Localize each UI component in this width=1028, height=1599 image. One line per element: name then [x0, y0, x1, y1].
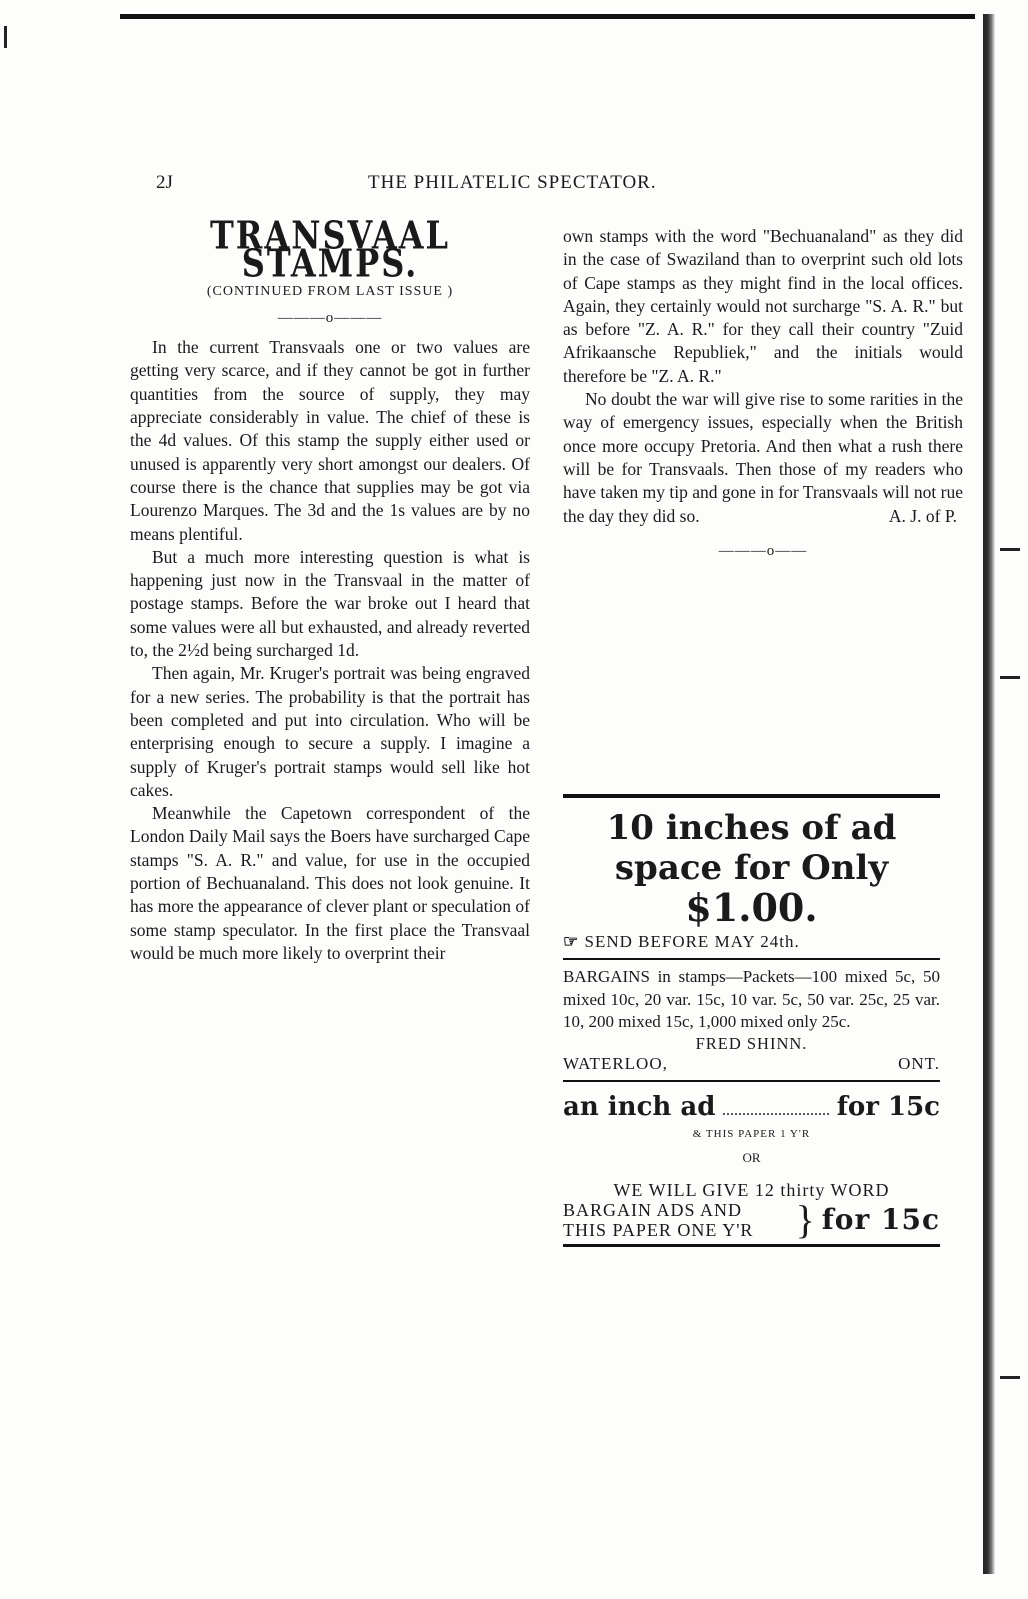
inch-ad-offer [563, 1092, 940, 1122]
ad-headline-line: space for Only [614, 848, 889, 888]
will-give-line: THIS PAPER ONE Y'R [563, 1219, 754, 1240]
paragraph: But a much more interesting question is what is happening just now in the Transvaal in the matter of postage stamps. Before the war broke out I heard that some values were all but exhausted, and already reverted to, the 2½d being surcharged 1d. [130, 546, 530, 661]
running-title: THE PHILATELIC SPECTATOR. [368, 172, 657, 193]
bargains-ad: BARGAINS in stamps—Packets—100 mixed 5c, 50 mixed 10c, 20 var. 15c, 10 var. 5c, 50 var. 25c, 25 var. 10, 200 mixed 15c, 1,000 mixed only 25c. [563, 967, 940, 1031]
brace-glyph: } [795, 1196, 816, 1242]
signature: A. J. of P. [888, 505, 957, 526]
top-rule [120, 14, 975, 19]
paragraph: In the current Transvaals one or two values are getting very scarce, and if they cannot be got in further quantities from the source of supply, they may appreciate considerably in value. The chief of these is the 4d values. Of this stamp the supply either used or unused is apparently very short amongst our dealers. Of course there is the chance that supplies may be got via Lourenzo Marques. The 3d and the 1s values are by no means plentiful. [130, 337, 530, 544]
right-column [563, 225, 963, 569]
ad-headline [563, 808, 940, 928]
article-subtitle: (CONTINUED FROM LAST ISSUE ) [206, 283, 454, 299]
paragraph-continued: own stamps with the word "Bechuanaland" as they did in the case of Swaziland than to overprint such old lots of Cape stamps as they might find in the local offices. Again, they certainly would not surcharge "S. A. R." but as before "Z. A. R." for they call their country "Zuid Afrikaansche Republiek," and the initials would therefore be "Z. A. R." [563, 226, 963, 386]
province: ONT. [898, 1053, 940, 1073]
paragraph: No doubt the war will give rise to some rarities in the way of emergency issues, especially when the British once more occupy Pretoria. And then what a rush there will be for Transvaals. Then those of my readers who have taken my tip and gone in for Transvaals will not rue the day they did so. [563, 389, 963, 526]
divider-top: ———o——— [277, 309, 383, 326]
page-number: 2J [156, 172, 173, 193]
divider-bottom: ———o—— [718, 543, 808, 560]
edge-mark [1000, 1376, 1020, 1379]
margin-mark [4, 26, 7, 48]
or-separator: OR [742, 1149, 761, 1165]
ad-headline-line: 10 inches of ad [606, 808, 897, 848]
ad-bottom-rule [563, 1244, 940, 1247]
inch-ad-label: an inch ad [563, 1091, 716, 1122]
edge-mark [1000, 548, 1020, 551]
ad-price: $1.00. [685, 885, 818, 930]
will-give-price: for 15c [821, 1202, 940, 1236]
send-text: SEND BEFORE MAY 24th. [584, 932, 800, 951]
city: WATERLOO, [563, 1053, 668, 1073]
paper-year-note: & THIS PAPER 1 Y'R [692, 1127, 811, 1140]
pointing-hand-icon: ☞ [563, 932, 580, 951]
article-title: TRANSVAAL STAMPS. [209, 212, 451, 287]
page-edge [983, 14, 995, 1574]
advertiser-name: FRED SHINN. [695, 1033, 808, 1053]
paragraph: Meanwhile the Capetown correspondent of the London Daily Mail says the Boers have surcharged Cape stamps "S. A. R." and value, for use in the occupied portion of Bechuanaland. This does not look genuine. It has more the appearance of clever plant or speculation of some stamp speculator. In the first place the Transvaal would be much more likely to overprint their [130, 803, 530, 963]
dot-leader [723, 1099, 828, 1115]
will-give-offer [563, 1180, 940, 1240]
paragraph: Then again, Mr. Kruger's portrait was being engraved for a new series. The probability is that the portrait has been completed and put into circulation. Who will be enterprising enough to secure a supply. I imagine a supply of Kruger's portrait stamps would sell like hot cakes. [130, 663, 530, 800]
left-column [130, 212, 530, 965]
advertiser-location [563, 1054, 940, 1082]
send-line [563, 932, 940, 960]
advertisement-block [563, 794, 940, 1247]
inch-ad-price: for 15c [836, 1091, 940, 1122]
edge-mark [1000, 676, 1020, 679]
will-give-line: BARGAIN ADS AND [563, 1199, 743, 1220]
will-give-line: WE WILL GIVE 12 thirty WORD [613, 1179, 890, 1200]
ad-rule [563, 794, 940, 798]
page-header [150, 172, 940, 202]
